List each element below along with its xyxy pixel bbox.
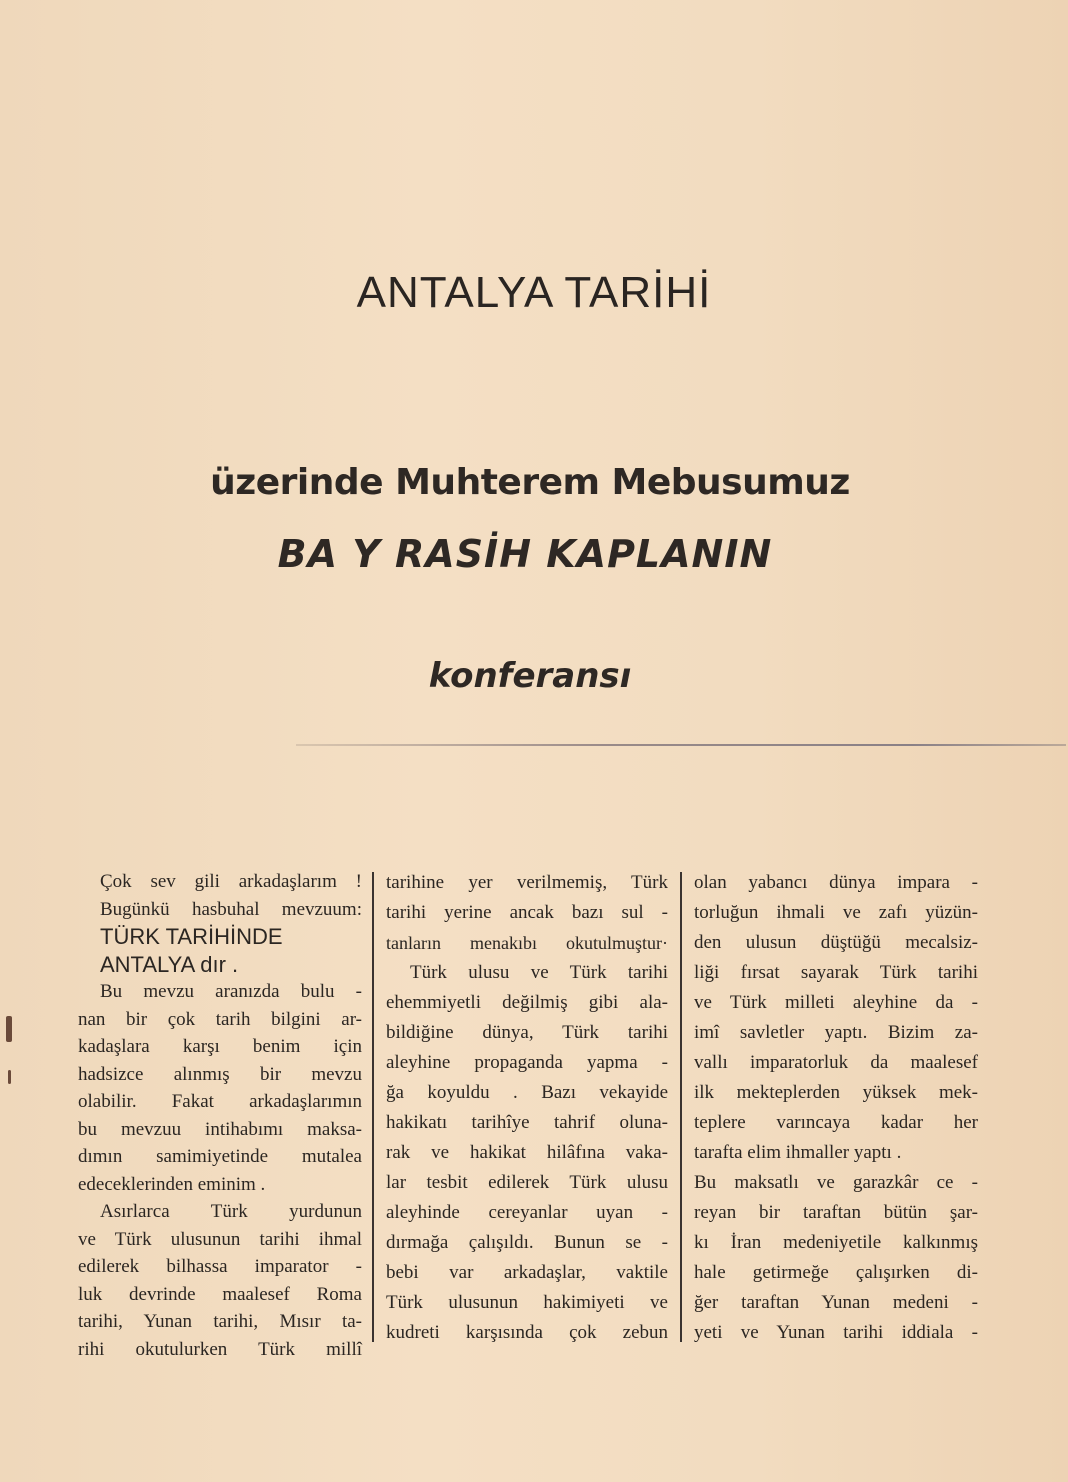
document-subtitle: üzerinde Muhterem Mebusumuz [210, 462, 850, 503]
text-line: edilerek bilhassa imparator - [78, 1256, 362, 1277]
text-line: ğer taraftan Yunan medeni - [694, 1292, 978, 1313]
text-line: ve Türk ulusunun tarihi ihmal [78, 1228, 362, 1250]
text-line: aleyhinde cereyanlar uyan - [386, 1202, 668, 1223]
text-line: tarihi, Yunan tarihi, Mısır ta- [78, 1311, 362, 1332]
column-divider [680, 872, 682, 1342]
text-line: vallı imparatorluk da maalesef [694, 1052, 978, 1073]
text-line: yeti ve Yunan tarihi iddiala - [694, 1322, 978, 1343]
text-line: ehemmiyetli değilmiş gibi ala- [386, 992, 668, 1013]
text-column-1 [78, 868, 362, 1360]
document-title: ANTALYA TARİHİ [356, 268, 712, 317]
text-line: bebi var arkadaşlar, vaktile [386, 1262, 668, 1283]
text-line: imî savletler yaptı. Bizim za- [694, 1022, 978, 1043]
text-line: Türk ulusu ve Türk tarihi [410, 962, 668, 983]
text-line: aleyhine propaganda yapma - [386, 1052, 668, 1073]
text-line: teplere varıncaya kadar her [694, 1112, 978, 1133]
text-column-3 [694, 868, 978, 1348]
text-line: lar tesbit edilerek Türk ulusu [386, 1172, 668, 1193]
text-line: dımın samimiyetinde mutalea [78, 1146, 362, 1167]
text-line: rihi okutulurken Türk millî [78, 1338, 362, 1360]
text-line: olabilir. Fakat arkadaşlarımın [78, 1091, 362, 1112]
text-line: tarihine yer verilmemiş, Türk [386, 872, 668, 893]
column-divider [372, 872, 374, 1342]
text-line: edeceklerinden eminim . [78, 1173, 266, 1195]
text-line: bu mevzuu intihabımı maksa- [78, 1118, 362, 1140]
text-line: tarihi yerine ancak bazı sul - [386, 902, 668, 923]
text-line: Bugünkü hasbuhal mevzuum: [100, 898, 362, 920]
text-line: TÜRK TARİHİNDE [100, 924, 283, 949]
text-line: kadaşlara karşı benim için [78, 1036, 362, 1057]
horizontal-divider [296, 744, 1066, 746]
text-line: ilk mekteplerden yüksek mek- [694, 1082, 978, 1103]
text-line: reyan bir taraftan bütün şar- [694, 1202, 978, 1223]
text-line: torluğun ihmali ve zafı yüzün- [694, 902, 978, 923]
text-line: Asırlarca Türk yurdunun [100, 1201, 362, 1222]
text-line: olan yabancı dünya impara - [694, 872, 978, 893]
text-line: rak ve hakikat hilâfına vaka- [386, 1142, 668, 1163]
text-line: kı İran medeniyetile kalkınmış [694, 1232, 978, 1253]
text-line: luk devrinde maalesef Roma [78, 1283, 362, 1305]
text-line: kudreti karşısında çok zebun [386, 1322, 668, 1343]
text-line: bildiğine dünya, Türk tarihi [386, 1022, 668, 1043]
text-line: Çok sev gili arkadaşlarım ! [100, 871, 362, 892]
text-line: dırmağa çalışıldı. Bunun se - [386, 1232, 668, 1253]
text-line: liği fırsat sayarak Türk tarihi [694, 962, 978, 983]
speaker-name: BA Y RASİH KAPLANIN [277, 532, 773, 576]
text-line: ve Türk milleti aleyhine da - [694, 992, 978, 1013]
text-line: Bu maksatlı ve garazkâr ce - [694, 1172, 978, 1193]
margin-mark [6, 1016, 12, 1042]
text-line: hakikatı tarihîye tahrif oluna- [386, 1112, 668, 1133]
text-line: hadsizce alınmış bir mevzu [78, 1063, 362, 1085]
text-line: nan bir çok tarih bilgini ar- [78, 1008, 362, 1030]
margin-mark [8, 1070, 11, 1084]
event-title: konferansı [428, 656, 632, 696]
text-line: Türk ulusunun hakimiyeti ve [386, 1292, 668, 1313]
text-line: tarafta elim ihmaller yaptı . [694, 1142, 902, 1163]
text-line: ANTALYA dır . [100, 951, 239, 977]
text-line: hale getirmeğe çalışırken di- [694, 1262, 978, 1283]
text-line: Bu mevzu aranızda bulu - [100, 981, 362, 1002]
text-line: ğa koyuldu . Bazı vekayide [386, 1082, 668, 1103]
text-line: tanların menakıbı okutulmuştur· [386, 933, 668, 953]
text-column-2 [386, 868, 668, 1348]
text-line: den ulusun düştüğü mecalsiz- [694, 932, 978, 953]
